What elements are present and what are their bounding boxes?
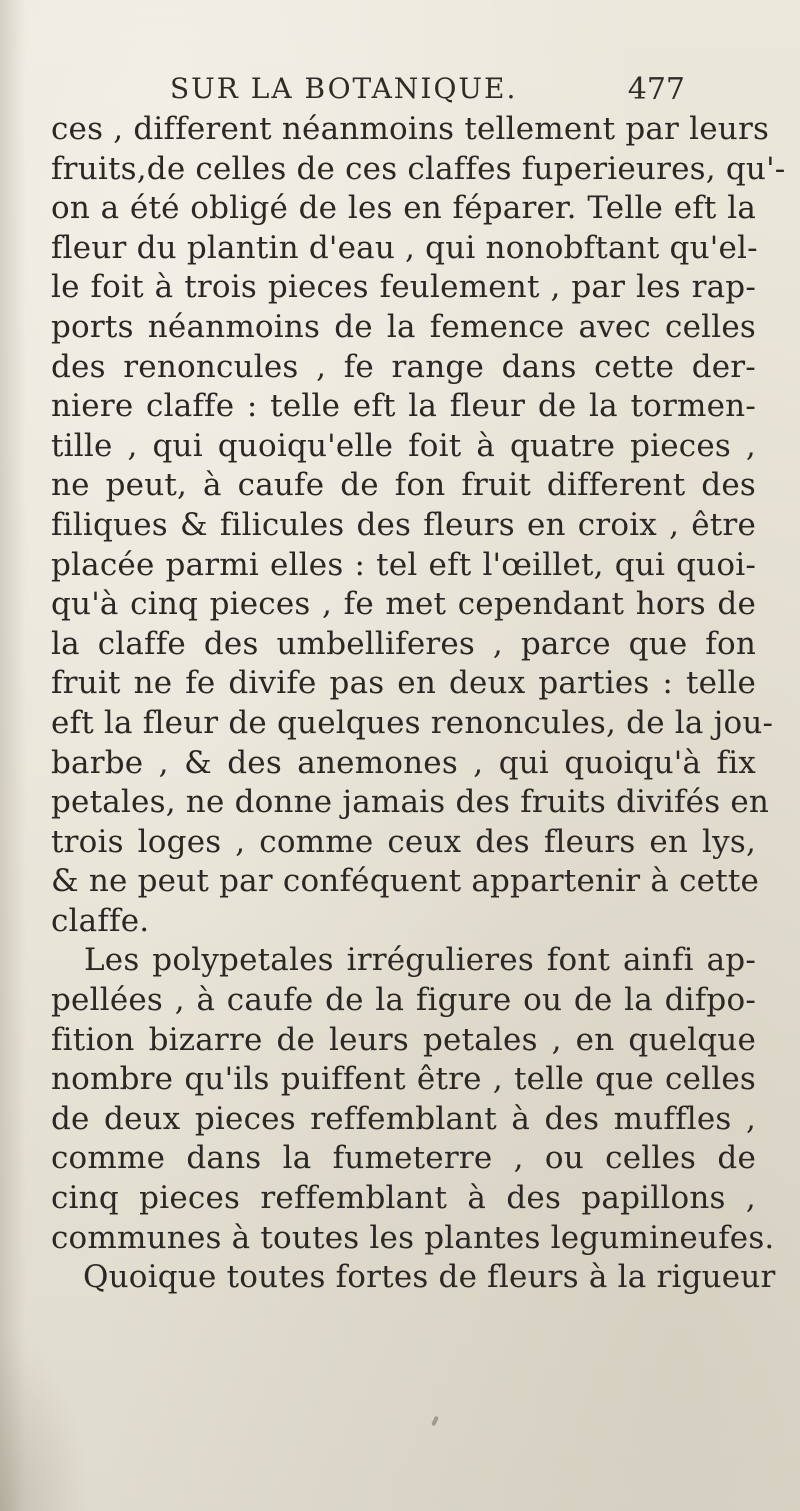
text-line: cinq pieces reffemblant à des papillons , xyxy=(51,1180,756,1217)
text-line: barbe , & des anemones , qui quoiqu'à fix xyxy=(51,744,756,781)
text-line: communes à toutes les plantes legumineufes. xyxy=(51,1219,775,1256)
text-line: Quoique toutes fortes de fleurs à la rigueur xyxy=(83,1259,776,1296)
text-line: ces , different néanmoins tellement par leurs xyxy=(51,111,770,147)
paragraph-start-line: Les polypetales irrégulieres font ainfi ap- xyxy=(84,942,756,979)
text-line: le foit à trois pieces feulement , par les rap- xyxy=(51,269,756,306)
text-line: placée parmi elles : tel eft l'œillet, qui quoi- xyxy=(51,546,756,583)
text-line: pellées , à caufe de la figure ou de la difpo- xyxy=(51,982,756,1019)
text-line: petales, ne donne jamais des fruits divifés en xyxy=(51,784,770,821)
text-line: ports néanmoins de la femence avec celles xyxy=(51,308,756,345)
text-line: filiques & filicules des fleurs en croix , être xyxy=(51,506,756,543)
text-line: niere claffe : telle eft la fleur de la tormen- xyxy=(51,388,756,425)
text-line: la claffe des umbelliferes , parce que fon xyxy=(51,625,756,662)
ink-speck xyxy=(431,1416,439,1427)
text-line: fition bizarre de leurs petales , en quelque xyxy=(51,1021,756,1058)
text-line: fleur du plantin d'eau , qui nonobftant qu'el- xyxy=(51,229,758,266)
text-line: on a été obligé de les en féparer. Telle eft la xyxy=(51,190,756,227)
body-text xyxy=(51,110,786,1298)
text-line: fruit ne fe divife pas en deux parties : telle xyxy=(51,665,756,702)
text-line: fruits,de celles de ces claffes fuperieures, qu'- xyxy=(51,150,786,187)
text-line: de deux pieces reffemblant à des muffles , xyxy=(51,1100,756,1137)
text-line: tille , qui quoiqu'elle foit à quatre pieces , xyxy=(51,427,756,464)
running-title: SUR LA BOTANIQUE. xyxy=(170,72,518,105)
text-line: trois loges , comme ceux des fleurs en lys, xyxy=(51,823,756,860)
text-line: nombre qu'ils puiffent être , telle que celles xyxy=(51,1061,756,1098)
text-line: eft la fleur de quelques renoncules, de la jou- xyxy=(51,704,774,741)
text-line: & ne peut par conféquent appartenir à cette xyxy=(51,863,760,900)
text-line: qu'à cinq pieces , fe met cependant hors de xyxy=(51,586,756,623)
text-line: des renoncules , fe range dans cette der- xyxy=(51,348,756,385)
text-line: ne peut, à caufe de fon fruit different des xyxy=(51,467,756,504)
text-line: comme dans la fumeterre , ou celles de xyxy=(51,1140,756,1177)
running-head xyxy=(170,72,685,112)
page-number: 477 xyxy=(627,72,685,107)
paragraph-end-line: claffe. xyxy=(51,902,150,939)
